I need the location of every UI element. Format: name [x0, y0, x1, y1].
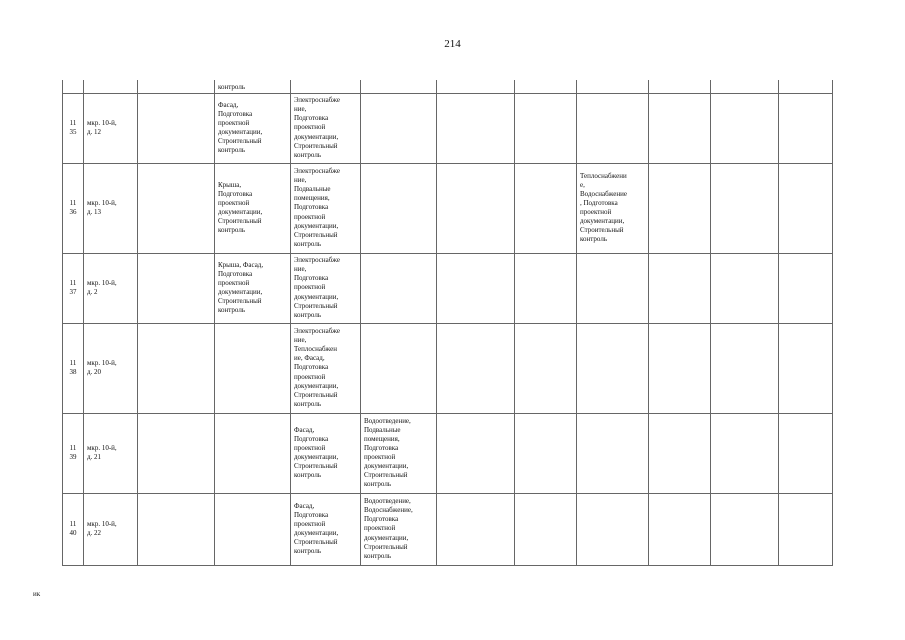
cell-c5 [291, 253, 361, 323]
cell-address [84, 413, 138, 493]
cell-text: Фасад, Подготовка проектной документации, Строительный контроль [294, 425, 339, 480]
cell-c8 [515, 93, 577, 163]
cell [711, 80, 779, 93]
cell-c7 [437, 493, 515, 565]
cell-c10 [649, 323, 711, 413]
table-row [63, 493, 833, 565]
table-row [63, 253, 833, 323]
cell-c5 [291, 163, 361, 253]
cell-num [63, 93, 84, 163]
cell-c4 [215, 323, 291, 413]
cell-c3 [138, 413, 215, 493]
cell-c8 [515, 253, 577, 323]
cell-c4 [215, 493, 291, 565]
cell-c12 [779, 253, 833, 323]
cell-text: мкр. 10-й, д. 21 [87, 443, 117, 461]
table-row-continued [63, 80, 833, 93]
table-row [63, 413, 833, 493]
cell-text: Фасад, Подготовка проектной документации, Строительный контроль [218, 100, 263, 155]
cell-c12 [779, 493, 833, 565]
cell-c11 [711, 253, 779, 323]
cell-num [63, 80, 84, 93]
cell-text: Водоотведение, Подвальные помещения, Подготовка проектной документации, Строительный контроль [364, 416, 411, 489]
cell-c12 [779, 163, 833, 253]
cell-text: Теплоснабжени e, Водоснабжение , Подготовка проектной документации, Строительный контроль [580, 171, 628, 244]
cell-c8 [515, 163, 577, 253]
cell-c8 [515, 413, 577, 493]
cell-c5 [291, 93, 361, 163]
cell-text: Водоотведение, Водоснабжение, Подготовка проектной документации, Строительный контроль [364, 497, 413, 560]
cell-c3 [138, 493, 215, 565]
cell-num [63, 163, 84, 253]
cell [291, 80, 361, 93]
cell-address [84, 323, 138, 413]
cell-address [84, 93, 138, 163]
cell-c11 [711, 323, 779, 413]
cell-text: Электроснабже ние, Теплоснабжен ие, Фасад, Подготовка проектной документации, Строительный контроль [294, 327, 340, 408]
cell-text: 11 35 [69, 118, 77, 136]
cell-text: 11 38 [69, 358, 77, 376]
cell-c7 [437, 413, 515, 493]
cell-text: Крыша, Подготовка проектной документации, Строительный контроль [218, 180, 263, 235]
cell-address [84, 493, 138, 565]
cell [361, 80, 437, 93]
cell-c4 [215, 253, 291, 323]
cell-c9 [577, 323, 649, 413]
cell-c6 [361, 493, 437, 565]
cell-address [84, 163, 138, 253]
cell-text: Крыша, Фасад, Подготовка проектной документации, Строительный контроль [218, 260, 264, 315]
cell [577, 80, 649, 93]
cell-c5 [291, 323, 361, 413]
cell-c12 [779, 323, 833, 413]
cell-c12 [779, 413, 833, 493]
cell-c3 [138, 163, 215, 253]
cell-c7 [437, 93, 515, 163]
cell-c9 [577, 253, 649, 323]
footer-mark: ик [33, 590, 41, 598]
cell-address [84, 80, 138, 93]
cell-text: Электроснабже ние, Подготовка проектной документации, Строительный контроль [294, 96, 340, 159]
cell-c6 [361, 413, 437, 493]
cell-num [63, 413, 84, 493]
cell [138, 80, 215, 93]
cell-c5 [291, 493, 361, 565]
cell-num [63, 323, 84, 413]
table-row [63, 93, 833, 163]
cell-c9 [577, 493, 649, 565]
cell-text: Электроснабже ние, Подготовка проектной документации, Строительный контроль [294, 256, 340, 319]
cell-c9 [577, 413, 649, 493]
cell-c10 [649, 253, 711, 323]
cell-text: Электроснабже ние, Подвальные помещения, Подготовка проектной документации, Строительный контроль [294, 167, 340, 248]
cell-c7 [437, 163, 515, 253]
cell-num [63, 493, 84, 565]
cell-text: мкр. 10-й, д. 12 [87, 118, 117, 136]
cell-c9 [577, 93, 649, 163]
cell-c3 [138, 253, 215, 323]
cell-c9 [577, 163, 649, 253]
cell-c12 [779, 93, 833, 163]
cell-c8 [515, 323, 577, 413]
cell [437, 80, 515, 93]
work-schedule-table [62, 80, 833, 566]
cell-c6 [361, 93, 437, 163]
table-row [63, 163, 833, 253]
cell-text: 11 40 [69, 519, 77, 537]
cell-c5 [291, 413, 361, 493]
cell-c10 [649, 493, 711, 565]
cell [515, 80, 577, 93]
cell-num [63, 253, 84, 323]
cell-c10 [649, 413, 711, 493]
cell-c11 [711, 413, 779, 493]
cell-c4 [215, 163, 291, 253]
cell-text: 11 37 [69, 278, 77, 296]
cell-c6 [361, 253, 437, 323]
cell-c10 [649, 163, 711, 253]
cell-c10 [649, 93, 711, 163]
cell-c8 [515, 493, 577, 565]
cell [649, 80, 711, 93]
cell-c6 [361, 163, 437, 253]
cell-c4 [215, 413, 291, 493]
cell [779, 80, 833, 93]
cell-c7 [437, 253, 515, 323]
cell-text: 11 39 [69, 443, 77, 461]
cell-address [84, 253, 138, 323]
table-row [63, 323, 833, 413]
cell-text: 11 36 [69, 198, 77, 216]
cell-text: контроль [218, 83, 246, 92]
cell-c7 [437, 323, 515, 413]
cell-c11 [711, 163, 779, 253]
cell-text: мкр. 10-й, д. 13 [87, 198, 117, 216]
cell-c6 [361, 323, 437, 413]
cell-work [215, 80, 291, 93]
cell-c3 [138, 323, 215, 413]
cell-c11 [711, 493, 779, 565]
cell-text: Фасад, Подготовка проектной документации, Строительный контроль [294, 501, 339, 556]
cell-c4 [215, 93, 291, 163]
page-number: 214 [444, 38, 461, 50]
cell-c3 [138, 93, 215, 163]
cell-text: мкр. 10-й, д. 20 [87, 358, 117, 376]
cell-text: мкр. 10-й, д. 22 [87, 519, 117, 537]
cell-text: мкр. 10-й, д. 2 [87, 278, 117, 296]
cell-c11 [711, 93, 779, 163]
